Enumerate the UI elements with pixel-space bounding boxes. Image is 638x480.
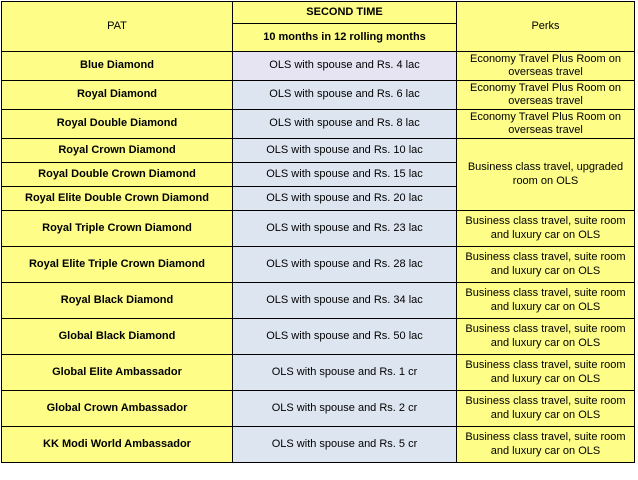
- second-time-cell: OLS with spouse and Rs. 4 lac: [233, 52, 457, 81]
- table-row: [2, 211, 635, 247]
- header-perks: Perks: [457, 2, 635, 52]
- pat-cell: Royal Crown Diamond: [2, 139, 233, 163]
- pat-cell: Royal Elite Triple Crown Diamond: [2, 247, 233, 283]
- perks-cell: Business class travel, suite room and luxury car on OLS: [457, 247, 635, 283]
- perks-cell: Business class travel, suite room and luxury car on OLS: [457, 283, 635, 319]
- pat-cell: Global Black Diamond: [2, 319, 233, 355]
- table-row: [2, 81, 635, 110]
- header-pat: PAT: [2, 2, 233, 52]
- perks-cell: Business class travel, upgraded room on OLS: [457, 139, 635, 211]
- table-row: [2, 427, 635, 463]
- second-time-cell: OLS with spouse and Rs. 6 lac: [233, 81, 457, 110]
- perks-cell: Economy Travel Plus Room on overseas travel: [457, 81, 635, 110]
- second-time-cell: OLS with spouse and Rs. 5 cr: [233, 427, 457, 463]
- perks-cell: Economy Travel Plus Room on overseas travel: [457, 52, 635, 81]
- second-time-cell: OLS with spouse and Rs. 10 lac: [233, 139, 457, 163]
- table-row: [2, 391, 635, 427]
- second-time-cell: OLS with spouse and Rs. 34 lac: [233, 283, 457, 319]
- second-time-cell: OLS with spouse and Rs. 2 cr: [233, 391, 457, 427]
- second-time-cell: OLS with spouse and Rs. 1 cr: [233, 355, 457, 391]
- pat-cell: Royal Double Diamond: [2, 110, 233, 139]
- second-time-cell: OLS with spouse and Rs. 15 lac: [233, 163, 457, 187]
- second-time-cell: OLS with spouse and Rs. 8 lac: [233, 110, 457, 139]
- perks-cell: Business class travel, suite room and luxury car on OLS: [457, 427, 635, 463]
- perks-cell: Business class travel, suite room and luxury car on OLS: [457, 391, 635, 427]
- pat-cell: KK Modi World Ambassador: [2, 427, 233, 463]
- pat-cell: Global Elite Ambassador: [2, 355, 233, 391]
- second-time-cell: OLS with spouse and Rs. 23 lac: [233, 211, 457, 247]
- table-row: [2, 139, 635, 163]
- header-period: 10 months in 12 rolling months: [233, 24, 457, 52]
- perks-cell: Economy Travel Plus Room on overseas travel: [457, 110, 635, 139]
- pat-cell: Royal Double Crown Diamond: [2, 163, 233, 187]
- header-second-time: SECOND TIME: [233, 2, 457, 24]
- table-row: [2, 319, 635, 355]
- perks-cell: Business class travel, suite room and luxury car on OLS: [457, 319, 635, 355]
- second-time-cell: OLS with spouse and Rs. 20 lac: [233, 187, 457, 211]
- pat-cell: Global Crown Ambassador: [2, 391, 233, 427]
- pat-cell: Royal Triple Crown Diamond: [2, 211, 233, 247]
- perks-cell: Business class travel, suite room and luxury car on OLS: [457, 211, 635, 247]
- table-row: [2, 247, 635, 283]
- pat-cell: Royal Diamond: [2, 81, 233, 110]
- table-row: [2, 283, 635, 319]
- pat-cell: Royal Elite Double Crown Diamond: [2, 187, 233, 211]
- pat-cell: Blue Diamond: [2, 52, 233, 81]
- second-time-cell: OLS with spouse and Rs. 50 lac: [233, 319, 457, 355]
- perks-cell: Business class travel, suite room and luxury car on OLS: [457, 355, 635, 391]
- pat-cell: Royal Black Diamond: [2, 283, 233, 319]
- second-time-cell: OLS with spouse and Rs. 28 lac: [233, 247, 457, 283]
- table-row: [2, 110, 635, 139]
- table-row: [2, 52, 635, 81]
- perks-table: [1, 1, 635, 463]
- table-row: [2, 355, 635, 391]
